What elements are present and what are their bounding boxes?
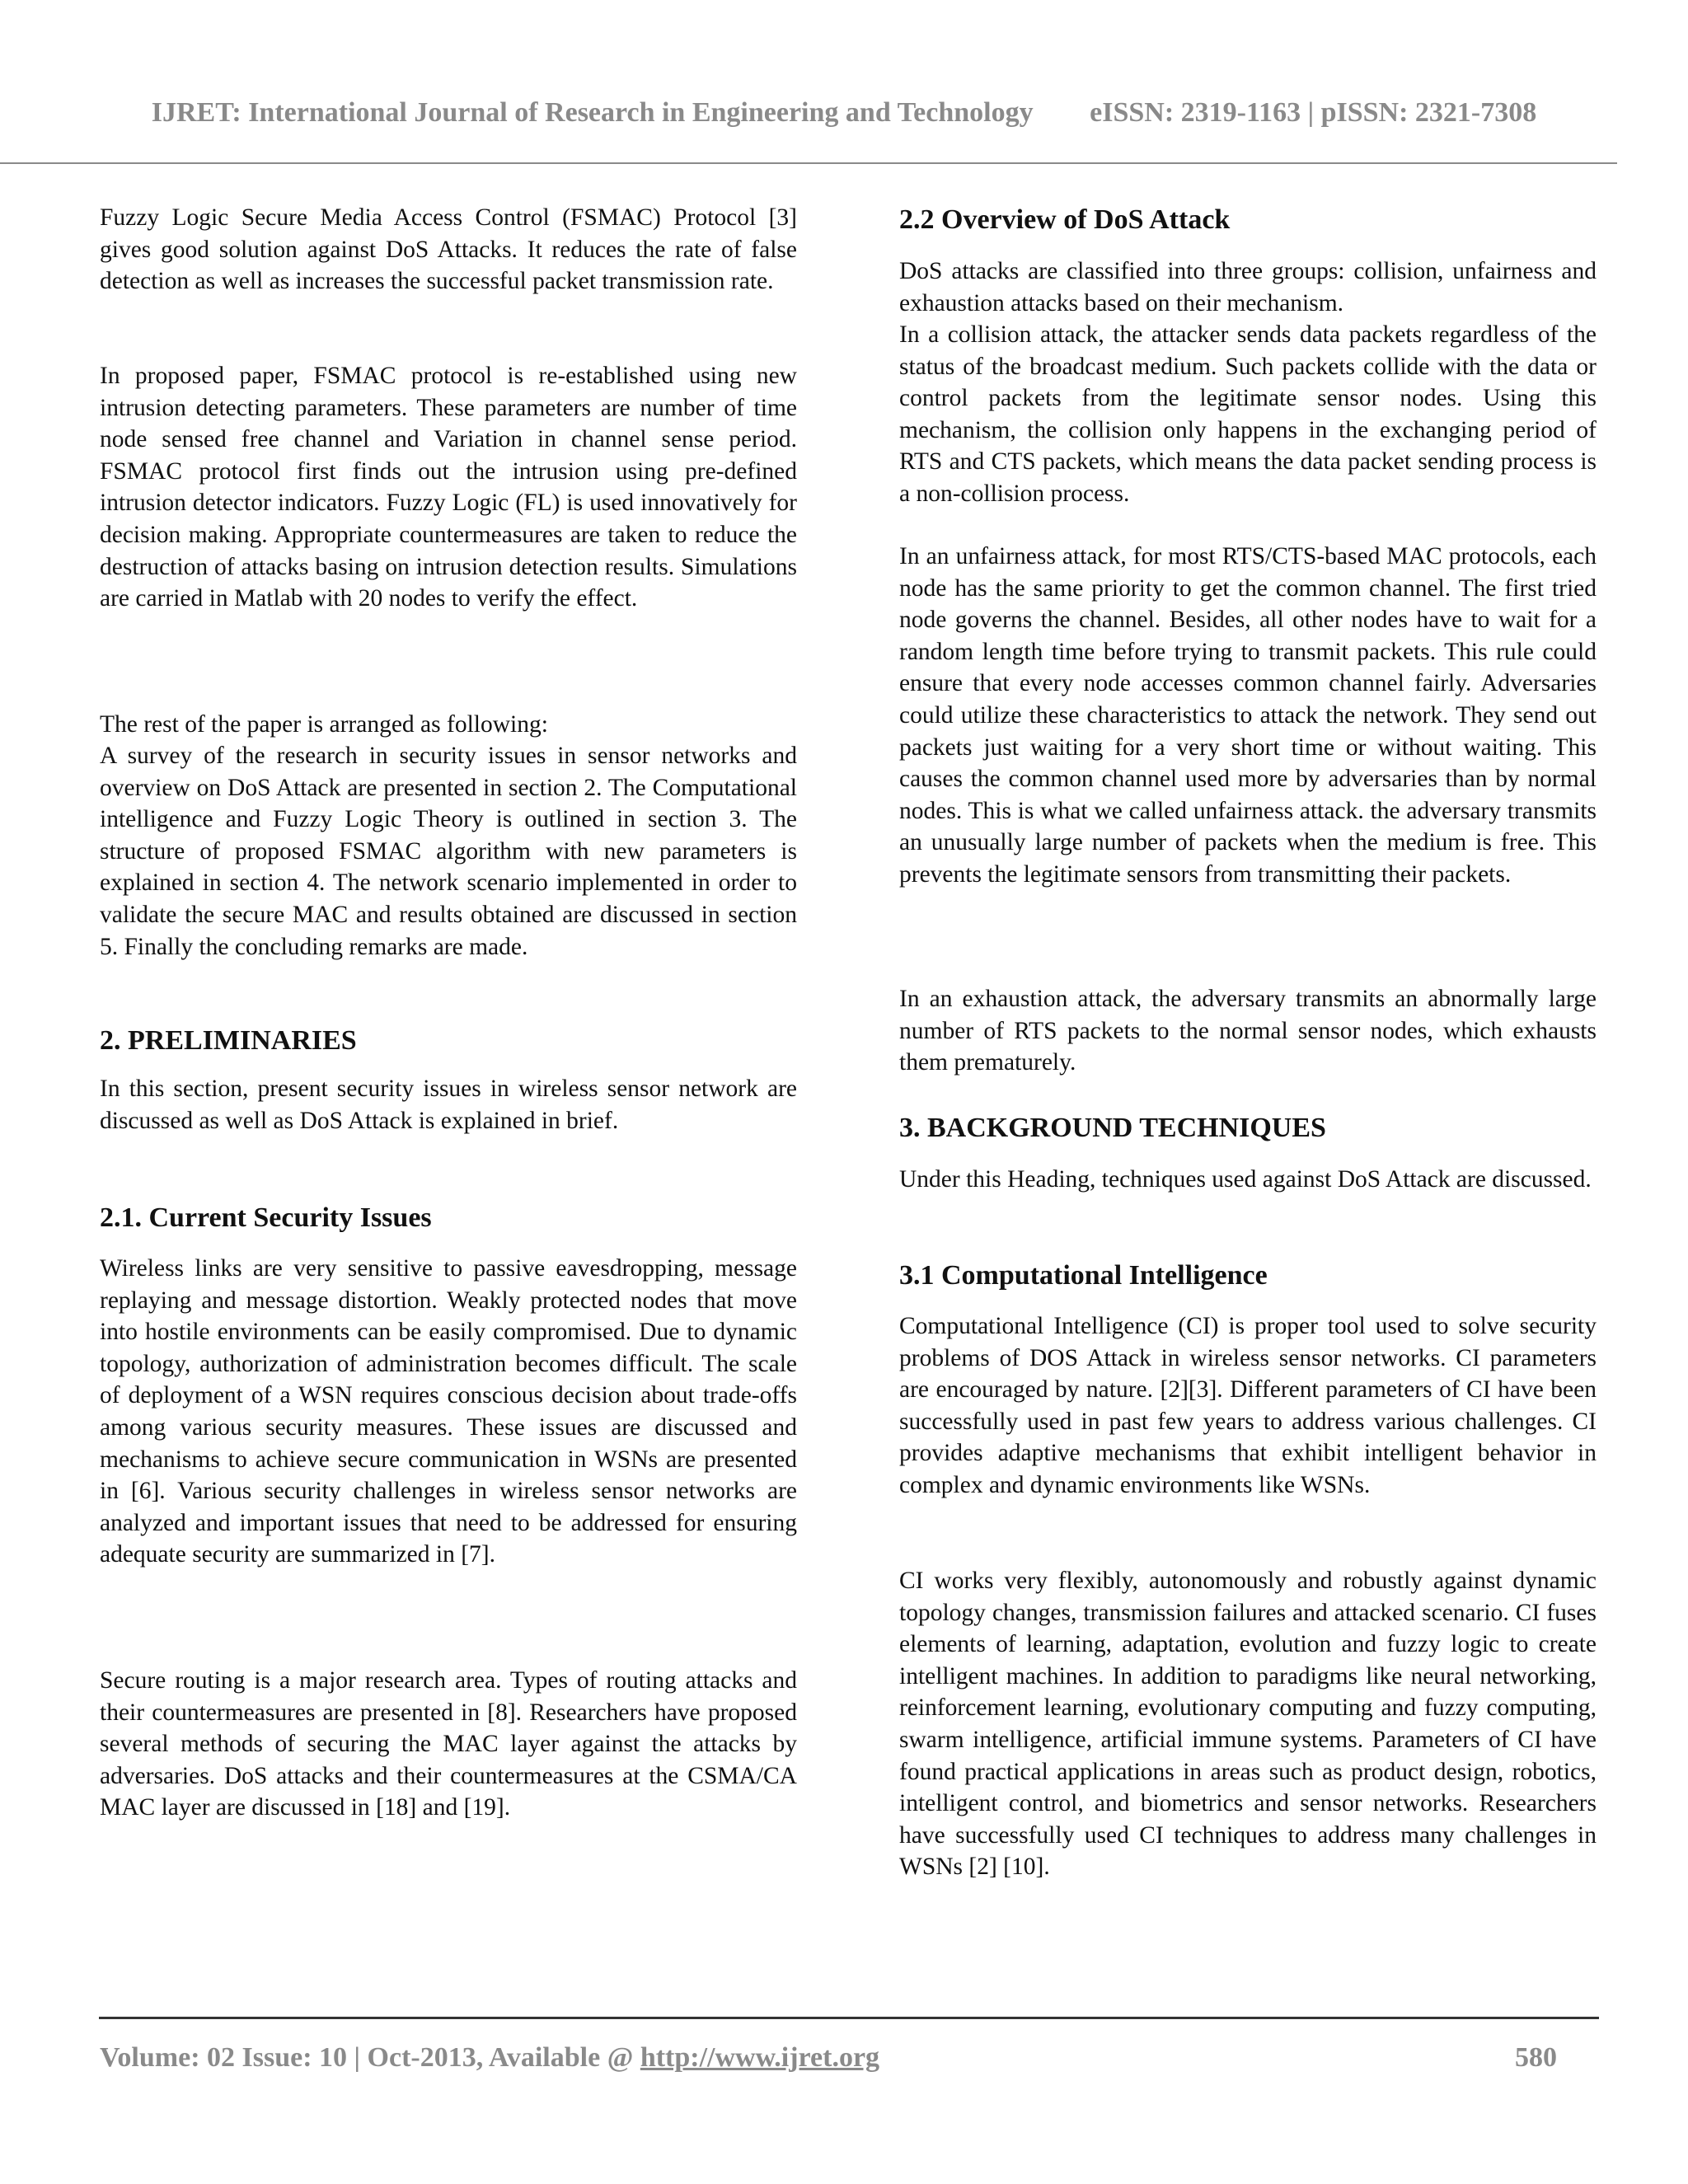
paragraph-arrangement: A survey of the research in security issues in sensor networks and overview on DoS Attack are presented in section 2. The Computational intelligence and Fuzzy Logic Theory is outlined in section 3. The structure of proposed FSMAC algorithm with new parameters is explained in section 4. The network scenario implemented in order to validate the secure MAC and results obtained are discussed in section 5. Finally the concluding remarks are made. (100, 743, 797, 960)
footer-volume-text: Volume: 02 Issue: 10 | Oct-2013, Available @ (100, 2042, 640, 2073)
issn-info: eISSN: 2319-1163 | pISSN: 2321-7308 (1090, 97, 1537, 128)
paragraph-arrangement-lead: The rest of the paper is arranged as following: (100, 711, 548, 738)
footer-rule (99, 2017, 1599, 2019)
paragraph-preliminaries: In this section, present security issues in wireless sensor network are discussed as well as DoS Attack is explained in brief. (100, 1076, 797, 1134)
journal-title: IJRET: International Journal of Research in Engineering and Technology (151, 97, 1034, 128)
heading-background-techniques: 3. BACKGROUND TECHNIQUES (899, 1113, 1326, 1143)
paragraph-secure-routing: Secure routing is a major research area. Types of routing attacks and their countermeasures are presented in [8]. Researchers have proposed several methods of securing the MAC layer against the attacks by adversaries. DoS attacks and their countermeasures at the CSMA/CA MAC layer are discussed in [18] and [19]. (100, 1667, 797, 1821)
footer-url-link[interactable]: http://www.ijret.org (640, 2042, 880, 2073)
paragraph-ci-intro: Computational Intelligence (CI) is proper tool used to solve security problems of DOS Attack in wireless sensor networks. CI parameters are encouraged by nature. [2][3]. Different parameters of CI have been successfully used in past few years to address various challenges. CI provides adaptive mechanisms that exhibit intelligent behavior in complex and dynamic environments like WSNs. (899, 1313, 1597, 1498)
paragraph-proposed: In proposed paper, FSMAC protocol is re-established using new intrusion detecting parameters. These parameters are number of time node sensed free channel and Variation in channel sense period. FSMAC protocol first finds out the intrusion using pre-defined intrusion detector indicators. Fuzzy Logic (FL) is used innovatively for decision making. Appropriate countermeasures are taken to reduce the destruction of attacks basing on intrusion detection results. Simulations are carried in Matlab with 20 nodes to verify the effect. (100, 363, 797, 612)
page-number: 580 (1515, 2042, 1557, 2073)
paragraph-unfairness-attack: In an unfairness attack, for most RTS/CTS-based MAC protocols, each node has the same priority to get the common channel. The first tried node governs the channel. Besides, all other nodes have to wait for a random length time before trying to transmit packets. This rule could ensure that every node accesses common channel fairly. Adversaries could utilize these characteristics to attack the network. They send out packets just waiting for a very short time or without waiting. This causes the common channel used more by adversaries than by normal nodes. This is what we called unfairness attack. the adversary transmits an unusually large number of packets when the medium is free. This prevents the legitimate sensors from transmitting their packets. (899, 543, 1597, 888)
paragraph-dos-classes: DoS attacks are classified into three groups: collision, unfairness and exhaustion attacks based on their mechanism. (899, 258, 1597, 316)
header-rule (0, 162, 1617, 164)
heading-computational-intelligence: 3.1 Computational Intelligence (899, 1260, 1268, 1291)
footer-volume (100, 2042, 879, 2074)
paragraph-collision-attack: In a collision attack, the attacker sends data packets regardless of the status of the broadcast medium. Such packets collide with the data or control packets from the legitimate sensor nodes. Using this mechanism, the collision only happens in the exchanging period of RTS and CTS packets, which means the data packet sending process is a non-collision process. (899, 321, 1597, 507)
paragraph-fsmac-intro: Fuzzy Logic Secure Media Access Control (FSMAC) Protocol [3] gives good solution against DoS Attacks. It reduces the rate of false detection as well as increases the successful packet transmission rate. (100, 204, 797, 295)
heading-preliminaries: 2. PRELIMINARIES (100, 1025, 357, 1056)
paragraph-background: Under this Heading, techniques used against DoS Attack are discussed. (899, 1166, 1592, 1193)
paragraph-exhaustion-attack: In an exhaustion attack, the adversary transmits an abnormally large number of RTS packets to the normal sensor nodes, which exhausts them prematurely. (899, 986, 1597, 1076)
page-header (0, 97, 1688, 129)
paragraph-ci-flexibility: CI works very flexibly, autonomously and robustly against dynamic topology changes, transmission failures and attacked scenario. CI fuses elements of learning, adaptation, evolution and fuzzy logic to create intelligent machines. In addition to paradigms like neural networking, reinforcement learning, evolutionary computing and fuzzy computing, swarm intelligence, artificial immune systems. Parameters of CI have found practical applications in areas such as product design, robotics, intelligent control, and biometrics and sensor networks. Researchers have successfully used CI techniques to address many challenges in WSNs [2] [10]. (899, 1568, 1597, 1881)
heading-current-security: 2.1. Current Security Issues (100, 1202, 432, 1233)
heading-dos-overview: 2.2 Overview of DoS Attack (899, 204, 1231, 235)
paragraph-security-issues: Wireless links are very sensitive to passive eavesdropping, message replaying and message distortion. Weakly protected nodes that move into hostile environments can be easily compromised. Due to dynamic topology, authorization of administration becomes difficult. The scale of deployment of a WSN requires conscious decision about trade-offs among various security measures. These issues are discussed and mechanisms to achieve secure communication in WSNs are presented in [6]. Various security challenges in wireless sensor networks are analyzed and important issues that need to be addressed for ensuring adequate security are summarized in [7]. (100, 1255, 797, 1568)
